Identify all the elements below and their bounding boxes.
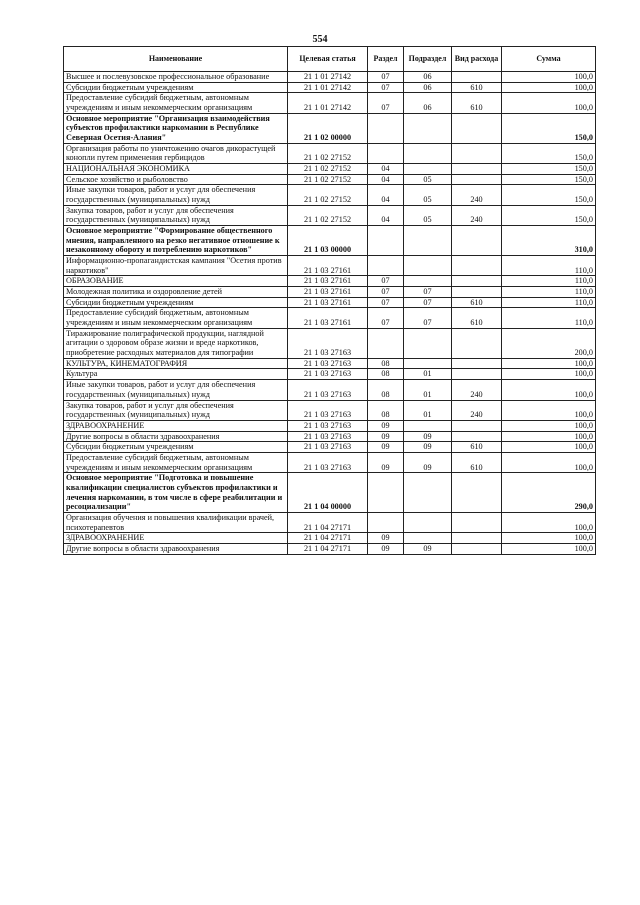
cell-subsection: 07 <box>404 308 452 328</box>
cell-name: ОБРАЗОВАНИЕ <box>64 276 288 287</box>
cell-sum: 100,0 <box>502 369 596 380</box>
cell-expense-type <box>452 256 502 276</box>
cell-section: 07 <box>368 72 404 83</box>
cell-expense-type: 610 <box>452 82 502 93</box>
table-header-row <box>64 47 596 72</box>
cell-subsection: 01 <box>404 380 452 400</box>
cell-expense-type: 610 <box>452 297 502 308</box>
cell-target-code: 21 1 02 27152 <box>288 185 368 205</box>
cell-name: Основное мероприятие "Подготовка и повышение квалификации специалистов субъектов профилактики и лечения наркомании, в том числе в сфере реабилитации и ресоциализации" <box>64 473 288 513</box>
cell-section <box>368 143 404 163</box>
cell-expense-type <box>452 533 502 544</box>
cell-name: НАЦИОНАЛЬНАЯ ЭКОНОМИКА <box>64 164 288 175</box>
cell-sum: 100,0 <box>502 543 596 554</box>
cell-expense-type: 240 <box>452 205 502 225</box>
cell-subsection <box>404 533 452 544</box>
cell-name: Субсидии бюджетным учреждениям <box>64 442 288 453</box>
cell-expense-type <box>452 113 502 143</box>
cell-target-code: 21 1 03 27161 <box>288 297 368 308</box>
cell-section: 07 <box>368 308 404 328</box>
cell-section <box>368 328 404 358</box>
cell-expense-type <box>452 420 502 431</box>
page-number: 554 <box>312 34 328 45</box>
cell-name: Иные закупки товаров, работ и услуг для обеспечения государственных (муниципальных) нужд <box>64 380 288 400</box>
cell-name: Другие вопросы в области здравоохранения <box>64 543 288 554</box>
cell-section: 07 <box>368 93 404 113</box>
cell-expense-type: 610 <box>452 308 502 328</box>
cell-target-code: 21 1 04 27171 <box>288 512 368 532</box>
cell-subsection <box>404 226 452 256</box>
cell-section: 09 <box>368 533 404 544</box>
cell-subsection: 09 <box>404 543 452 554</box>
table-row <box>64 380 596 400</box>
cell-subsection <box>404 473 452 513</box>
cell-expense-type <box>452 473 502 513</box>
cell-name: Закупка товаров, работ и услуг для обеспечения государственных (муниципальных) нужд <box>64 400 288 420</box>
cell-section <box>368 512 404 532</box>
cell-name: Высшее и послевузовское профессиональное образование <box>64 72 288 83</box>
cell-name: ЗДРАВООХРАНЕНИЕ <box>64 420 288 431</box>
cell-subsection: 06 <box>404 72 452 83</box>
cell-subsection <box>404 512 452 532</box>
cell-target-code: 21 1 03 27163 <box>288 431 368 442</box>
cell-sum: 310,0 <box>502 226 596 256</box>
cell-expense-type <box>452 431 502 442</box>
cell-expense-type <box>452 287 502 298</box>
cell-subsection <box>404 420 452 431</box>
cell-expense-type <box>452 174 502 185</box>
cell-target-code: 21 1 02 27152 <box>288 174 368 185</box>
cell-name: Сельское хозяйство и рыболовство <box>64 174 288 185</box>
table-row <box>64 82 596 93</box>
cell-target-code: 21 1 03 27161 <box>288 287 368 298</box>
cell-subsection: 05 <box>404 174 452 185</box>
cell-section: 09 <box>368 420 404 431</box>
table-row <box>64 473 596 513</box>
table-row <box>64 287 596 298</box>
cell-section: 07 <box>368 297 404 308</box>
cell-subsection: 06 <box>404 82 452 93</box>
cell-subsection <box>404 164 452 175</box>
cell-subsection: 09 <box>404 442 452 453</box>
cell-subsection: 09 <box>404 452 452 472</box>
table-row <box>64 328 596 358</box>
cell-section: 09 <box>368 543 404 554</box>
cell-name: Предоставление субсидий бюджетным, автономным учреждениям и иным некоммерческим организациям <box>64 452 288 472</box>
cell-target-code: 21 1 01 27142 <box>288 82 368 93</box>
cell-section: 04 <box>368 185 404 205</box>
cell-sum: 100,0 <box>502 358 596 369</box>
table-row <box>64 533 596 544</box>
cell-section: 09 <box>368 431 404 442</box>
cell-section: 07 <box>368 82 404 93</box>
header-section: Раздел <box>368 47 404 72</box>
cell-sum: 150,0 <box>502 164 596 175</box>
cell-expense-type: 610 <box>452 442 502 453</box>
cell-sum: 150,0 <box>502 205 596 225</box>
table-row <box>64 452 596 472</box>
cell-target-code: 21 1 02 27152 <box>288 205 368 225</box>
table-row <box>64 185 596 205</box>
cell-target-code: 21 1 04 27171 <box>288 543 368 554</box>
cell-section: 09 <box>368 452 404 472</box>
cell-section: 04 <box>368 174 404 185</box>
header-expense-type: Вид расхода <box>452 47 502 72</box>
cell-sum: 110,0 <box>502 287 596 298</box>
cell-target-code: 21 1 03 27163 <box>288 452 368 472</box>
cell-subsection: 01 <box>404 369 452 380</box>
cell-subsection: 06 <box>404 93 452 113</box>
cell-target-code: 21 1 02 27152 <box>288 143 368 163</box>
cell-target-code: 21 1 02 00000 <box>288 113 368 143</box>
table-row <box>64 442 596 453</box>
cell-expense-type <box>452 543 502 554</box>
header-subsection: Подраздел <box>404 47 452 72</box>
cell-sum: 100,0 <box>502 82 596 93</box>
cell-section: 08 <box>368 380 404 400</box>
cell-subsection <box>404 113 452 143</box>
cell-name: Закупка товаров, работ и услуг для обеспечения государственных (муниципальных) нужд <box>64 205 288 225</box>
cell-section <box>368 473 404 513</box>
cell-expense-type <box>452 72 502 83</box>
cell-sum: 100,0 <box>502 420 596 431</box>
cell-target-code: 21 1 04 00000 <box>288 473 368 513</box>
cell-expense-type <box>452 164 502 175</box>
cell-target-code: 21 1 03 27163 <box>288 400 368 420</box>
table-row <box>64 297 596 308</box>
table-row <box>64 276 596 287</box>
table-row <box>64 308 596 328</box>
cell-expense-type <box>452 226 502 256</box>
cell-expense-type: 240 <box>452 185 502 205</box>
cell-name: Молодежная политика и оздоровление детей <box>64 287 288 298</box>
cell-sum: 290,0 <box>502 473 596 513</box>
cell-section <box>368 113 404 143</box>
table-row <box>64 226 596 256</box>
cell-target-code: 21 1 03 27161 <box>288 308 368 328</box>
cell-subsection: 01 <box>404 400 452 420</box>
cell-section <box>368 256 404 276</box>
cell-sum: 150,0 <box>502 143 596 163</box>
cell-sum: 200,0 <box>502 328 596 358</box>
cell-sum: 150,0 <box>502 185 596 205</box>
cell-name: Предоставление субсидий бюджетным, автономным учреждениям и иным некоммерческим организациям <box>64 308 288 328</box>
cell-subsection: 07 <box>404 287 452 298</box>
table-row <box>64 420 596 431</box>
table-row <box>64 174 596 185</box>
cell-sum: 110,0 <box>502 276 596 287</box>
cell-expense-type: 240 <box>452 380 502 400</box>
table-row <box>64 93 596 113</box>
cell-subsection <box>404 143 452 163</box>
cell-name: Субсидии бюджетным учреждениям <box>64 82 288 93</box>
cell-name: Организация работы по уничтожению очагов дикорастущей конопли путем применения гербицидов <box>64 143 288 163</box>
cell-sum: 100,0 <box>502 452 596 472</box>
cell-expense-type <box>452 358 502 369</box>
cell-subsection <box>404 358 452 369</box>
table-row <box>64 205 596 225</box>
cell-target-code: 21 1 01 27142 <box>288 72 368 83</box>
cell-target-code: 21 1 04 27171 <box>288 533 368 544</box>
cell-name: Основное мероприятие "Организация взаимодействия субъектов профилактики наркомании в Республике Северная Осетия-Алания" <box>64 113 288 143</box>
header-code: Целевая статья <box>288 47 368 72</box>
cell-name: Информационно-пропагандистская кампания "Осетия против наркотиков" <box>64 256 288 276</box>
table-row <box>64 72 596 83</box>
table-row <box>64 143 596 163</box>
cell-sum: 100,0 <box>502 380 596 400</box>
table-row <box>64 400 596 420</box>
cell-section: 08 <box>368 369 404 380</box>
cell-subsection <box>404 276 452 287</box>
cell-target-code: 21 1 03 27161 <box>288 256 368 276</box>
cell-section: 07 <box>368 287 404 298</box>
cell-target-code: 21 1 02 27152 <box>288 164 368 175</box>
cell-expense-type <box>452 276 502 287</box>
cell-sum: 100,0 <box>502 93 596 113</box>
cell-name: КУЛЬТУРА, КИНЕМАТОГРАФИЯ <box>64 358 288 369</box>
cell-section: 09 <box>368 442 404 453</box>
cell-sum: 100,0 <box>502 72 596 83</box>
cell-section: 07 <box>368 276 404 287</box>
cell-sum: 100,0 <box>502 431 596 442</box>
cell-sum: 100,0 <box>502 533 596 544</box>
cell-subsection: 07 <box>404 297 452 308</box>
cell-sum: 110,0 <box>502 256 596 276</box>
cell-section: 08 <box>368 358 404 369</box>
cell-subsection: 05 <box>404 205 452 225</box>
table-row <box>64 164 596 175</box>
cell-name: Субсидии бюджетным учреждениям <box>64 297 288 308</box>
budget-table <box>63 46 596 555</box>
cell-sum: 100,0 <box>502 400 596 420</box>
cell-target-code: 21 1 03 27163 <box>288 369 368 380</box>
table-row <box>64 369 596 380</box>
cell-sum: 110,0 <box>502 308 596 328</box>
cell-target-code: 21 1 03 27161 <box>288 276 368 287</box>
cell-section: 04 <box>368 164 404 175</box>
cell-name: Иные закупки товаров, работ и услуг для обеспечения государственных (муниципальных) нужд <box>64 185 288 205</box>
cell-expense-type <box>452 512 502 532</box>
cell-subsection <box>404 328 452 358</box>
cell-name: Основное мероприятие "Формирование общественного мнения, направленного на резко негативное отношение к незаконному обороту и потреблению наркотиков" <box>64 226 288 256</box>
cell-sum: 150,0 <box>502 113 596 143</box>
cell-sum: 110,0 <box>502 297 596 308</box>
cell-section: 08 <box>368 400 404 420</box>
cell-sum: 100,0 <box>502 512 596 532</box>
cell-target-code: 21 1 03 27163 <box>288 420 368 431</box>
table-row <box>64 431 596 442</box>
cell-name: Культура <box>64 369 288 380</box>
table-row <box>64 113 596 143</box>
cell-sum: 100,0 <box>502 442 596 453</box>
cell-name: ЗДРАВООХРАНЕНИЕ <box>64 533 288 544</box>
cell-target-code: 21 1 03 27163 <box>288 442 368 453</box>
cell-expense-type: 610 <box>452 93 502 113</box>
table-body <box>64 72 596 555</box>
cell-expense-type <box>452 328 502 358</box>
cell-expense-type: 240 <box>452 400 502 420</box>
cell-section <box>368 226 404 256</box>
cell-subsection <box>404 256 452 276</box>
cell-subsection: 09 <box>404 431 452 442</box>
table-row <box>64 543 596 554</box>
cell-section: 04 <box>368 205 404 225</box>
header-name: Наименование <box>64 47 288 72</box>
cell-expense-type <box>452 369 502 380</box>
cell-target-code: 21 1 03 00000 <box>288 226 368 256</box>
cell-name: Предоставление субсидий бюджетным, автономным учреждениям и иным некоммерческим организациям <box>64 93 288 113</box>
cell-sum: 150,0 <box>502 174 596 185</box>
cell-name: Другие вопросы в области здравоохранения <box>64 431 288 442</box>
cell-target-code: 21 1 03 27163 <box>288 380 368 400</box>
table-row <box>64 256 596 276</box>
table-row <box>64 358 596 369</box>
cell-target-code: 21 1 03 27163 <box>288 358 368 369</box>
cell-name: Тиражирование полиграфической продукции, наглядной агитации о здоровом образе жизни и вреде наркотиков, приобретение расходных материалов для типографии <box>64 328 288 358</box>
cell-subsection: 05 <box>404 185 452 205</box>
cell-name: Организация обучения и повышения квалификации врачей, психотерапевтов <box>64 512 288 532</box>
header-sum: Сумма <box>502 47 596 72</box>
cell-expense-type: 610 <box>452 452 502 472</box>
table-row <box>64 512 596 532</box>
cell-expense-type <box>452 143 502 163</box>
cell-target-code: 21 1 03 27163 <box>288 328 368 358</box>
cell-target-code: 21 1 01 27142 <box>288 93 368 113</box>
